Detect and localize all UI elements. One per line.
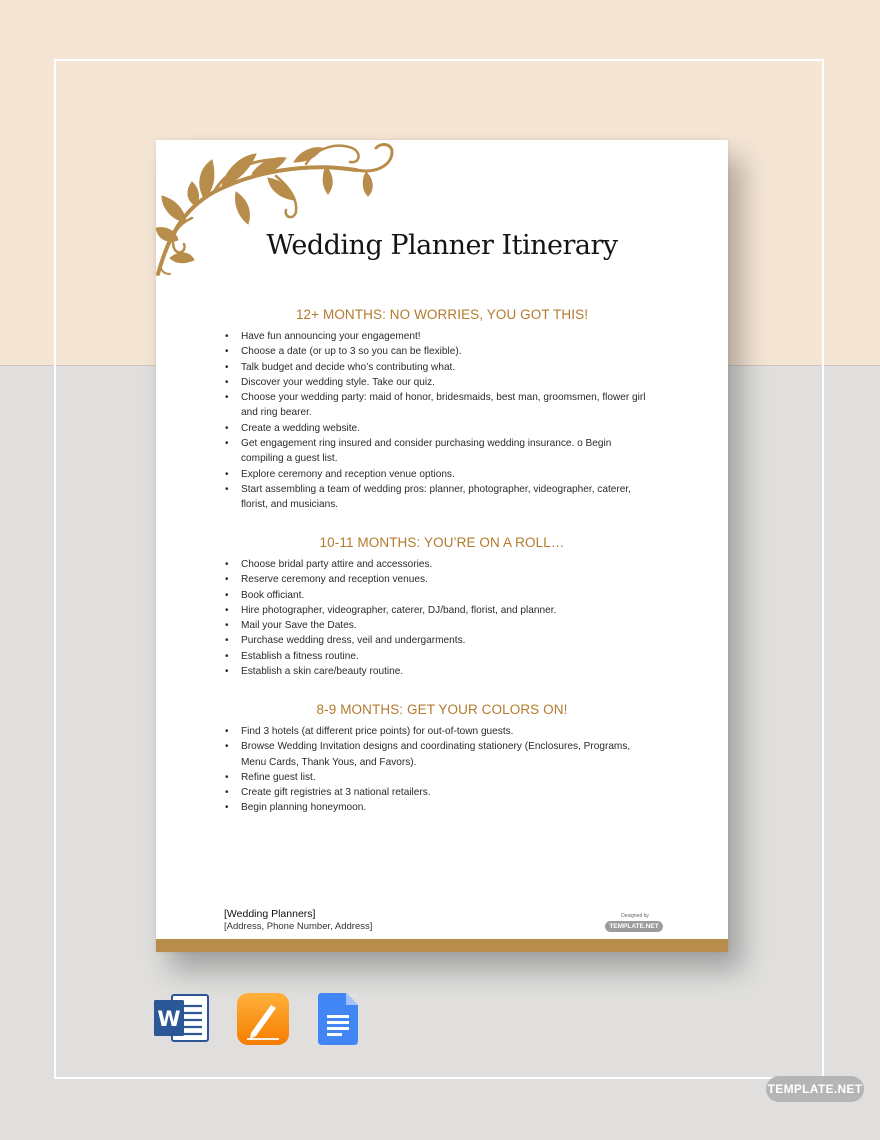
footer-address: [Address, Phone Number, Address]: [224, 921, 373, 932]
list-item: • Purchase wedding dress, veil and undergarments.: [224, 633, 654, 648]
list-item: • Establish a fitness routine.: [224, 649, 654, 664]
section-heading-10-11-months: 10-11 MONTHS: YOU’RE ON A ROLL…: [319, 535, 565, 550]
document-page: [156, 140, 728, 952]
list-item: • Talk budget and decide who’s contributing what.: [224, 360, 654, 375]
section-list-12-months: [224, 329, 654, 513]
list-item: • Choose bridal party attire and accessories.: [224, 557, 654, 572]
section-list-8-9-months: [224, 724, 654, 816]
list-item: • Hire photographer, videographer, caterer, DJ/band, florist, and planner.: [224, 603, 654, 618]
list-item: • Find 3 hotels (at different price points) for out-of-town guests.: [224, 724, 654, 739]
list-item: • Browse Wedding Invitation designs and coordinating stationery (Enclosures, Programs, Menu Cards, Thank Yous, and Favors).: [224, 739, 654, 770]
section-heading-12-months: 12+ MONTHS: NO WORRIES, YOU GOT THIS!: [295, 307, 589, 322]
list-item: • Choose a date (or up to 3 so you can be flexible).: [224, 344, 654, 359]
word-letter: W: [157, 1007, 181, 1031]
list-item: • Create a wedding website.: [224, 421, 654, 436]
apple-pages-icon[interactable]: [237, 993, 289, 1045]
list-item: • Discover your wedding style. Take our quiz.: [224, 375, 654, 390]
google-docs-icon[interactable]: [318, 993, 358, 1045]
list-item: • Have fun announcing your engagement!: [224, 329, 654, 344]
template-net-logo: TEMPLATE.NET: [605, 921, 663, 932]
list-item: • Mail your Save the Dates.: [224, 618, 654, 633]
list-item: • Start assembling a team of wedding pros: planner, photographer, videographer, caterer, florist, and musicians.: [224, 482, 654, 513]
template-net-watermark[interactable]: TEMPLATE.NET: [766, 1076, 864, 1102]
microsoft-word-icon[interactable]: [154, 993, 210, 1043]
list-item: • Get engagement ring insured and consider purchasing wedding insurance. o Begin compiling a guest list.: [224, 436, 654, 467]
list-item: • Reserve ceremony and reception venues.: [224, 572, 654, 587]
document-title: Wedding Planner Itinerary: [266, 230, 618, 261]
list-item: • Begin planning honeymoon.: [224, 800, 654, 815]
section-list-10-11-months: [224, 557, 654, 679]
list-item: • Book officiant.: [224, 588, 654, 603]
list-item: • Create gift registries at 3 national retailers.: [224, 785, 654, 800]
footer-color-bar: [156, 939, 728, 952]
list-item: • Explore ceremony and reception venue options.: [224, 467, 654, 482]
list-item: • Choose your wedding party: maid of honor, bridesmaids, best man, groomsmen, flower girl and ring bearer.: [224, 390, 654, 421]
list-item: • Establish a skin care/beauty routine.: [224, 664, 654, 679]
list-item: • Refine guest list.: [224, 770, 654, 785]
section-heading-8-9-months: 8-9 MONTHS: GET YOUR COLORS ON!: [316, 702, 568, 717]
designed-by-label: Designed by: [621, 913, 649, 919]
footer-company-name: [Wedding Planners]: [224, 908, 316, 920]
